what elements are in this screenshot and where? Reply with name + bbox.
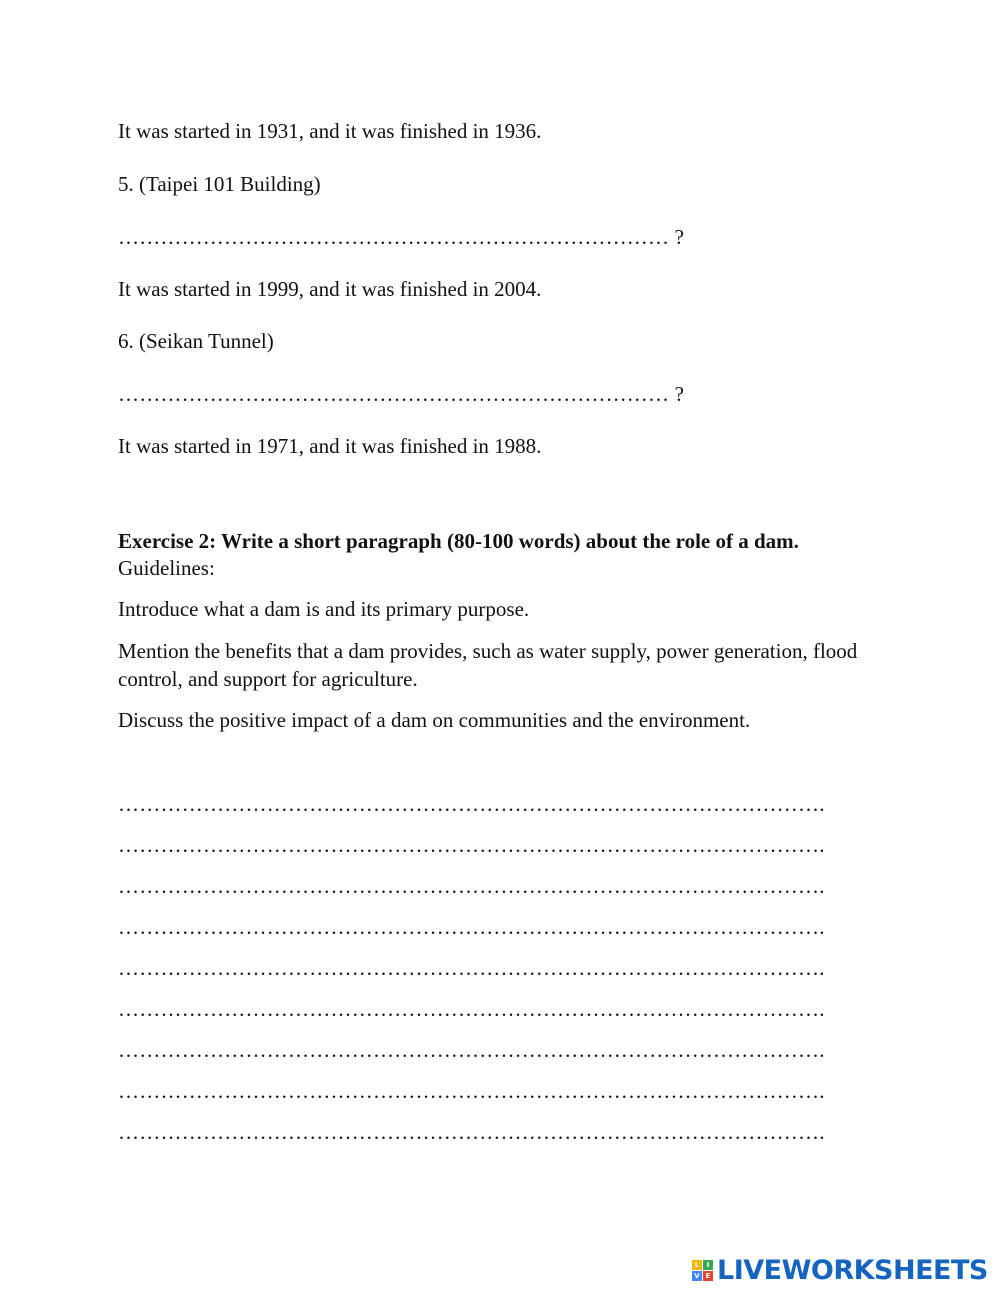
answer-4-text: It was started in 1931, and it was finished in 1936.: [118, 119, 542, 143]
writing-line[interactable]: ……………………………………………………………………………………….: [118, 1079, 825, 1103]
guideline-2: Mention the benefits that a dam provides, such as water supply, power generation, flood control, and support for agriculture.: [118, 639, 858, 691]
guideline-1: Introduce what a dam is and its primary purpose.: [118, 597, 530, 621]
writing-line[interactable]: ……………………………………………………………………………………….: [118, 1038, 825, 1062]
writing-line[interactable]: ……………………………………………………………………………………….: [118, 792, 825, 816]
logo-mark-letter: V: [692, 1271, 702, 1281]
writing-line[interactable]: ……………………………………………………………………………………….: [118, 874, 825, 898]
liveworksheets-logo-icon: [692, 1260, 713, 1281]
guidelines-label: Guidelines:: [118, 556, 215, 580]
liveworksheets-logo: [692, 1253, 988, 1287]
writing-line[interactable]: ……………………………………………………………………………………….: [118, 1120, 825, 1144]
exercise-2-title: Exercise 2: Write a short paragraph (80-100 words) about the role of a dam.: [118, 529, 799, 553]
answer-5-text: It was started in 1999, and it was finished in 2004.: [118, 277, 542, 301]
writing-line[interactable]: ……………………………………………………………………………………….: [118, 915, 825, 939]
question-6-label: 6. (Seikan Tunnel): [118, 329, 274, 353]
writing-line[interactable]: ……………………………………………………………………………………….: [118, 997, 825, 1021]
writing-line[interactable]: ……………………………………………………………………………………….: [118, 956, 825, 980]
logo-mark-letter: I: [703, 1260, 713, 1270]
answer-6-text: It was started in 1971, and it was finished in 1988.: [118, 434, 542, 458]
question-5-label: 5. (Taipei 101 Building): [118, 172, 321, 196]
logo-mark-letter: E: [703, 1271, 713, 1281]
guideline-3: Discuss the positive impact of a dam on communities and the environment.: [118, 708, 751, 732]
question-6-answer-blank[interactable]: …………………………………………………………………… ?: [118, 382, 685, 406]
logo-mark-letter: L: [692, 1260, 702, 1270]
writing-line[interactable]: ……………………………………………………………………………………….: [118, 833, 825, 857]
logo-text: LIVEWORKSHEETS: [717, 1254, 988, 1286]
question-5-answer-blank[interactable]: …………………………………………………………………… ?: [118, 225, 685, 249]
